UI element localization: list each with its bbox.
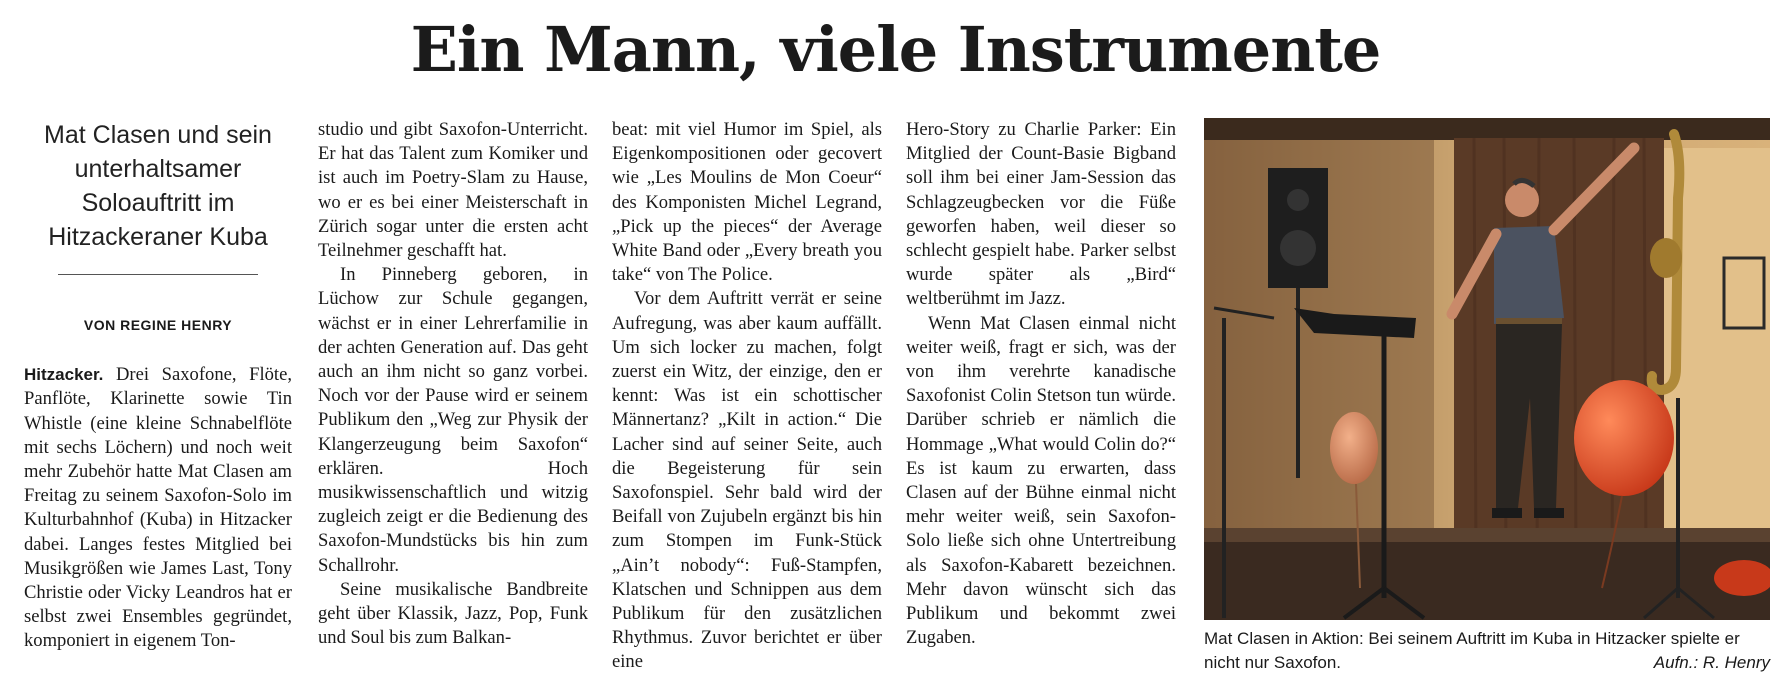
photo-credit: Aufn.: R. Henry	[1653, 653, 1770, 672]
column-1	[24, 118, 292, 654]
concert-photo	[1204, 118, 1770, 620]
column-2	[318, 118, 588, 650]
paragraph: Vor dem Auftritt verrät er seine Aufregung, was aber kaum auffällt. Um sich locker zu machen, folgt zuerst ein Witz, der einzige, den er kennt: Was ist ein schottischer Männertanz? „Kilt in action.“ Die Lacher sind auf seiner Seite, auch die Begeisterung für sein Saxofonspiel. Sehr bald wird der Beifall von Zujubeln ergänzt bis hin zum Stompen im Funk-Stück „Ain’t nobody“: Fuß-Stampfen, Klatschen und Schnippen aus dem Publikum für den zusätzlichen Rhythmus. Zuvor berichtet er über eine	[612, 288, 882, 673]
dateline: Hitzacker.	[24, 365, 104, 385]
photo-caption	[1204, 627, 1770, 675]
divider	[58, 274, 258, 275]
paragraph: Hero-Story zu Charlie Parker: Ein Mitglied der Count-Basie Bigband soll ihm bei einer Jam-Session das Schlagzeugbecken vor die Füße geworfen haben, weil dieser so schlecht gespielt habe. Parker selbst wurde später als „Bird“ weltberühmt im Jazz.	[906, 119, 1176, 310]
paragraph: studio und gibt Saxofon-Unterricht. Er hat das Talent zum Komiker und ist auch im Poetry-Slam zu Hause, wo er es bei einer Meisterschaft in Zürich sogar unter die ersten acht Teilnehmer geschafft hat.	[318, 119, 588, 262]
paragraph-text: Drei Saxofone, Flöte, Panflöte, Klarinette sowie Tin Whistle (eine kleine Schnabelflöte mit sechs Löchern) und noch weit mehr Zubehör hatte Mat Clasen am Freitag zu seinem Saxofon-Solo im Kulturbahnhof (Kuba) in Hitzacker dabei. Langes festes Mitglied bei Musikgrößen wie James Last, Tony Christie oder Vicky Leandros hat er selbst zwei Ensembles gegründet, komponiert in eigenem Ton-	[24, 364, 292, 652]
concert-photo-illustration	[1204, 118, 1770, 620]
paragraph: Seine musikalische Bandbreite geht über Klassik, Jazz, Pop, Funk und Soul bis zum Balkan-	[318, 578, 588, 649]
column-3	[612, 118, 882, 675]
column-4	[906, 118, 1176, 650]
caption-text: Mat Clasen in Aktion: Bei seinem Auftritt im Kuba in Hitzacker spielte er nicht nur Saxofon.	[1204, 629, 1740, 672]
headline: Ein Mann, viele Instrumente	[410, 13, 1381, 86]
byline: VON REGINE HENRY	[83, 317, 233, 333]
paragraph: Wenn Mat Clasen einmal nicht weiter weiß, fragt er sich, was der von ihm verehrte kanadische Saxofonist Colin Stetson tun würde. Darüber schrieb er nämlich die Hommage „What would Colin do?“ Es ist kaum zu erwarten, dass Clasen auf der Bühne einmal nicht mehr weiter weiß, sein Saxofon-Solo ließe sich ohne Untertreibung als Saxofon-Kabarett bezeichnen. Mehr davon wünscht sich das Publikum und bekommt zwei Zugaben.	[906, 312, 1176, 649]
paragraph: In Pinneberg geboren, in Lüchow zur Schule gegangen, wächst er in einer Lehrerfamilie in der achten Generation auf. Das geht auch an ihm nicht so ganz vorbei. Noch vor der Pause wird er seinem Publikum den „Weg zur Physik der Klangerzeugung beim Saxofon“ erklären. Hoch musikwissenschaftlich und witzig zugleich zeigt er die Bedienung des Saxofon-Mundstücks bis hin zum Schallrohr.	[318, 264, 588, 576]
subtitle: Mat Clasen und sein unterhaltsamer Soloauftritt im Hitzackeraner Kuba	[44, 121, 272, 251]
paragraph: beat: mit viel Humor im Spiel, als Eigenkompositionen oder gecovert wie „Les Moulins de Mon Coeur“ des Komponisten Michel Legrand, „Pick up the pieces“ der Average White Band oder „Every breath you take“ von The Police.	[612, 119, 882, 286]
paragraph	[24, 363, 292, 653]
